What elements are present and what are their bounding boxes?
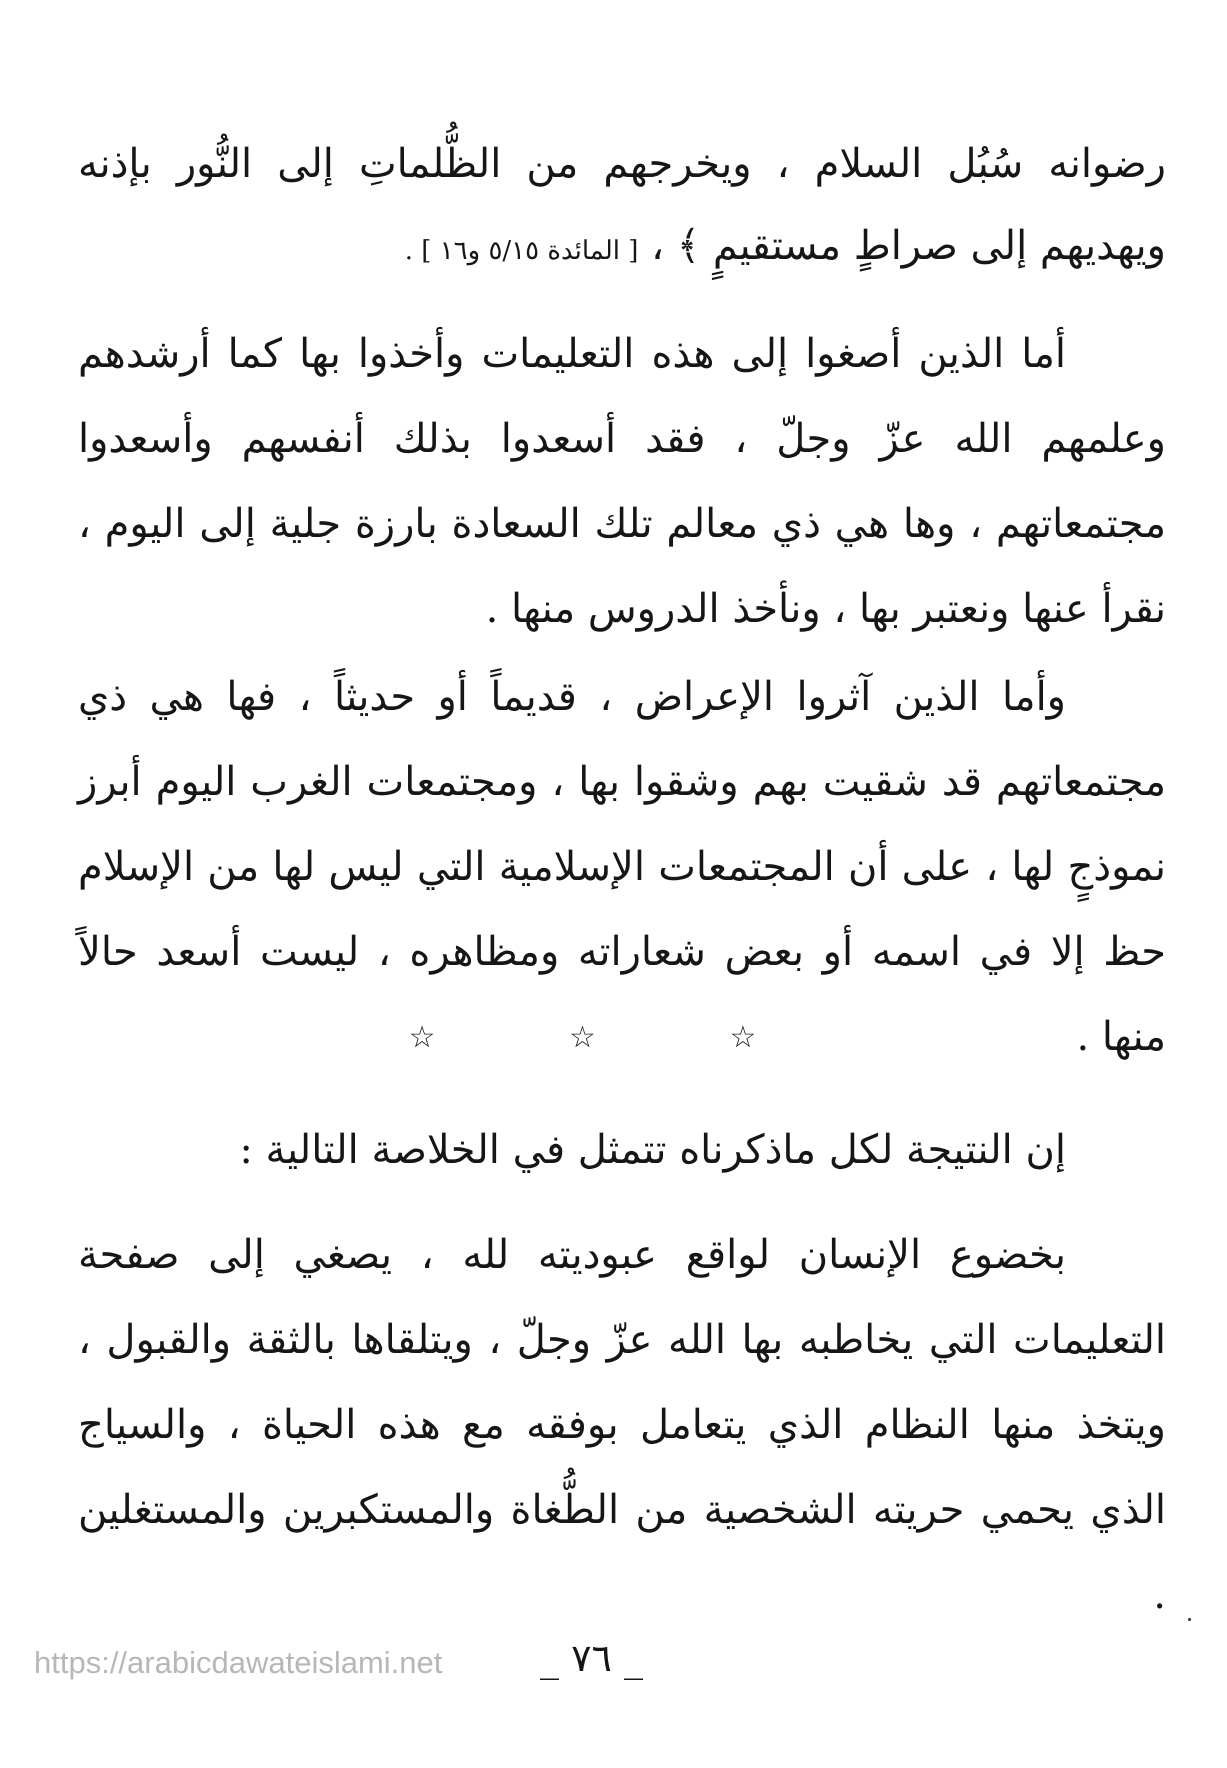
- paragraph-conclusion: بخضوع الإنسان لواقع عبوديته لله ، يصغي إلى صفحة التعليمات التي يخاطبه بها الله عزّ وجلّ ، ويتلقاها بالثقة والقبول ، ويتخذ منها النظام الذي يتعامل بوفقه مع هذه الحياة ، والسياج الذي يحمي حريته الشخصية من الطُّغاة والمستكبرين والمستغلين .: [78, 1232, 1166, 1618]
- paragraph-quran-verse-end: [78, 123, 1166, 292]
- paragraph-those-who-listened: أما الذين أصغوا إلى هذه التعليمات وأخذوا بها كما أرشدهم وعلمهم الله عزّ وجلّ ، فقد أسعدوا بذلك أنفسهم وأسعدوا مجتمعاتهم ، وها هي ذي معالم تلك السعادة بارزة جلية إلى اليوم ، نقرأ عنها ونعتبر بها ، ونأخذ الدروس منها .: [78, 331, 1166, 632]
- verse-reference: [ المائدة ٥/١٥ و١٦ ] .: [404, 236, 639, 266]
- scan-speck: [1188, 1618, 1191, 1621]
- website-watermark: https://arabicdawateislami.net: [34, 1645, 443, 1680]
- section-separator-stars: ☆ ☆ ☆: [408, 1020, 819, 1055]
- paragraph-conclusion-intro: إن النتيجة لكل ماذكرناه تتمثل في الخلاصة التالية :: [239, 1127, 1066, 1173]
- paragraph-those-who-turned-away: وأما الذين آثروا الإعراض ، قديماً أو حديثاً ، فها هي ذي مجتمعاتهم قد شقيت بهم وشقوا بها ، ومجتمعات الغرب اليوم أبرز نموذجٍ لها ، على أن المجتمعات الإسلامية التي ليس لها من الإسلام حظ إلا في اسمه أو بعض شعاراته ومظاهره ، ليست أسعد حالاً منها .: [78, 674, 1166, 1060]
- page-number: _ ٧٦ _: [540, 1636, 644, 1680]
- verse-text: رضوانه سُبُل السلام ، ويخرجهم من الظُّلماتِ إلى النُّور بإذنه ويهديهم إلى صراطٍ مستقيمٍ ﴾ ،: [78, 141, 1166, 269]
